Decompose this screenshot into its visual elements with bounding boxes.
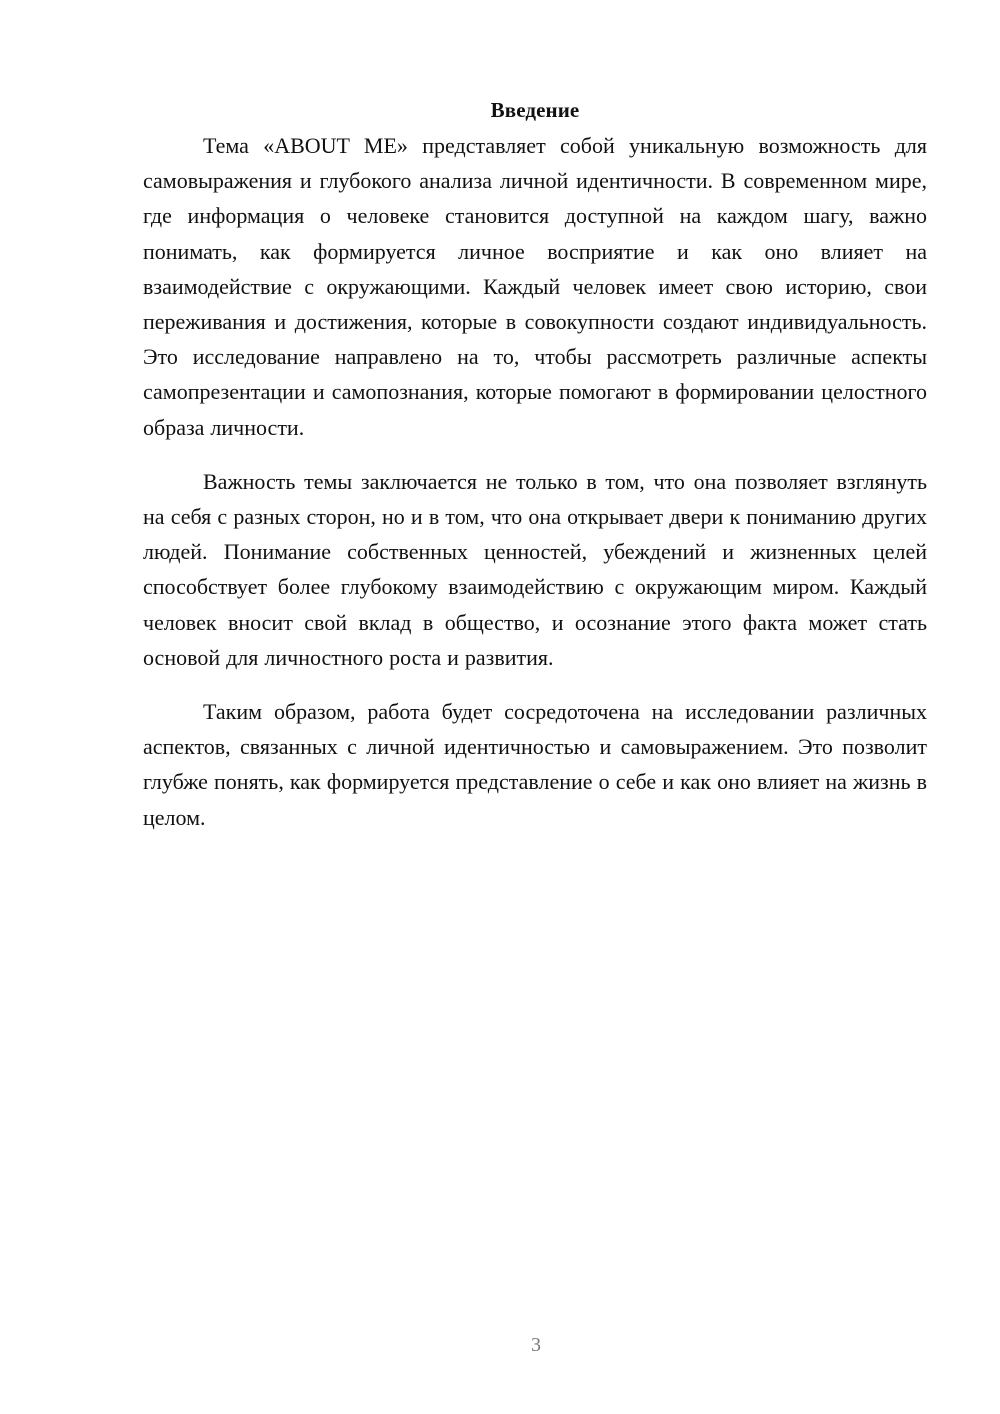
paragraph-3: Таким образом, работа будет сосредоточена на исследовании различных аспектов, связанных с личной идентичностью и самовыражением. Это позволит глубже понять, как формируется представление о себе и как оно влияет на жизнь в целом. — [143, 699, 927, 830]
page-content — [143, 92, 927, 835]
paragraph-2: Важность темы заключается не только в том, что она позволяет взглянуть на себя с разных сторон, но и в том, что она открывает двери к пониманию других людей. Понимание собственных ценностей, убеждений и жизненных целей способствует более глубокому взаимодействию с окружающим миром. Каждый человек вносит свой вклад в общество, и осознание этого факта может стать основой для личностного роста и развития. — [143, 468, 927, 670]
paragraph-1: Тема «ABOUT ME» представляет собой уникальную возможность для самовыражения и глубокого анализа личной идентичности. В современном мире, где информация о человеке становится доступной на каждом шагу, важно понимать, как формируется личное восприятие и как оно влияет на взаимодействие с окружающими. Каждый человек имеет свою историю, свои переживания и достижения, которые в совокупности создают индивидуальность. Это исследование направлено на то, чтобы рассмотреть различные аспекты самопрезентации и самопознания, которые помогают в формировании целостного образа личности. — [143, 133, 927, 440]
page-number: 3 — [531, 1334, 541, 1356]
section-heading: Введение — [490, 98, 580, 122]
